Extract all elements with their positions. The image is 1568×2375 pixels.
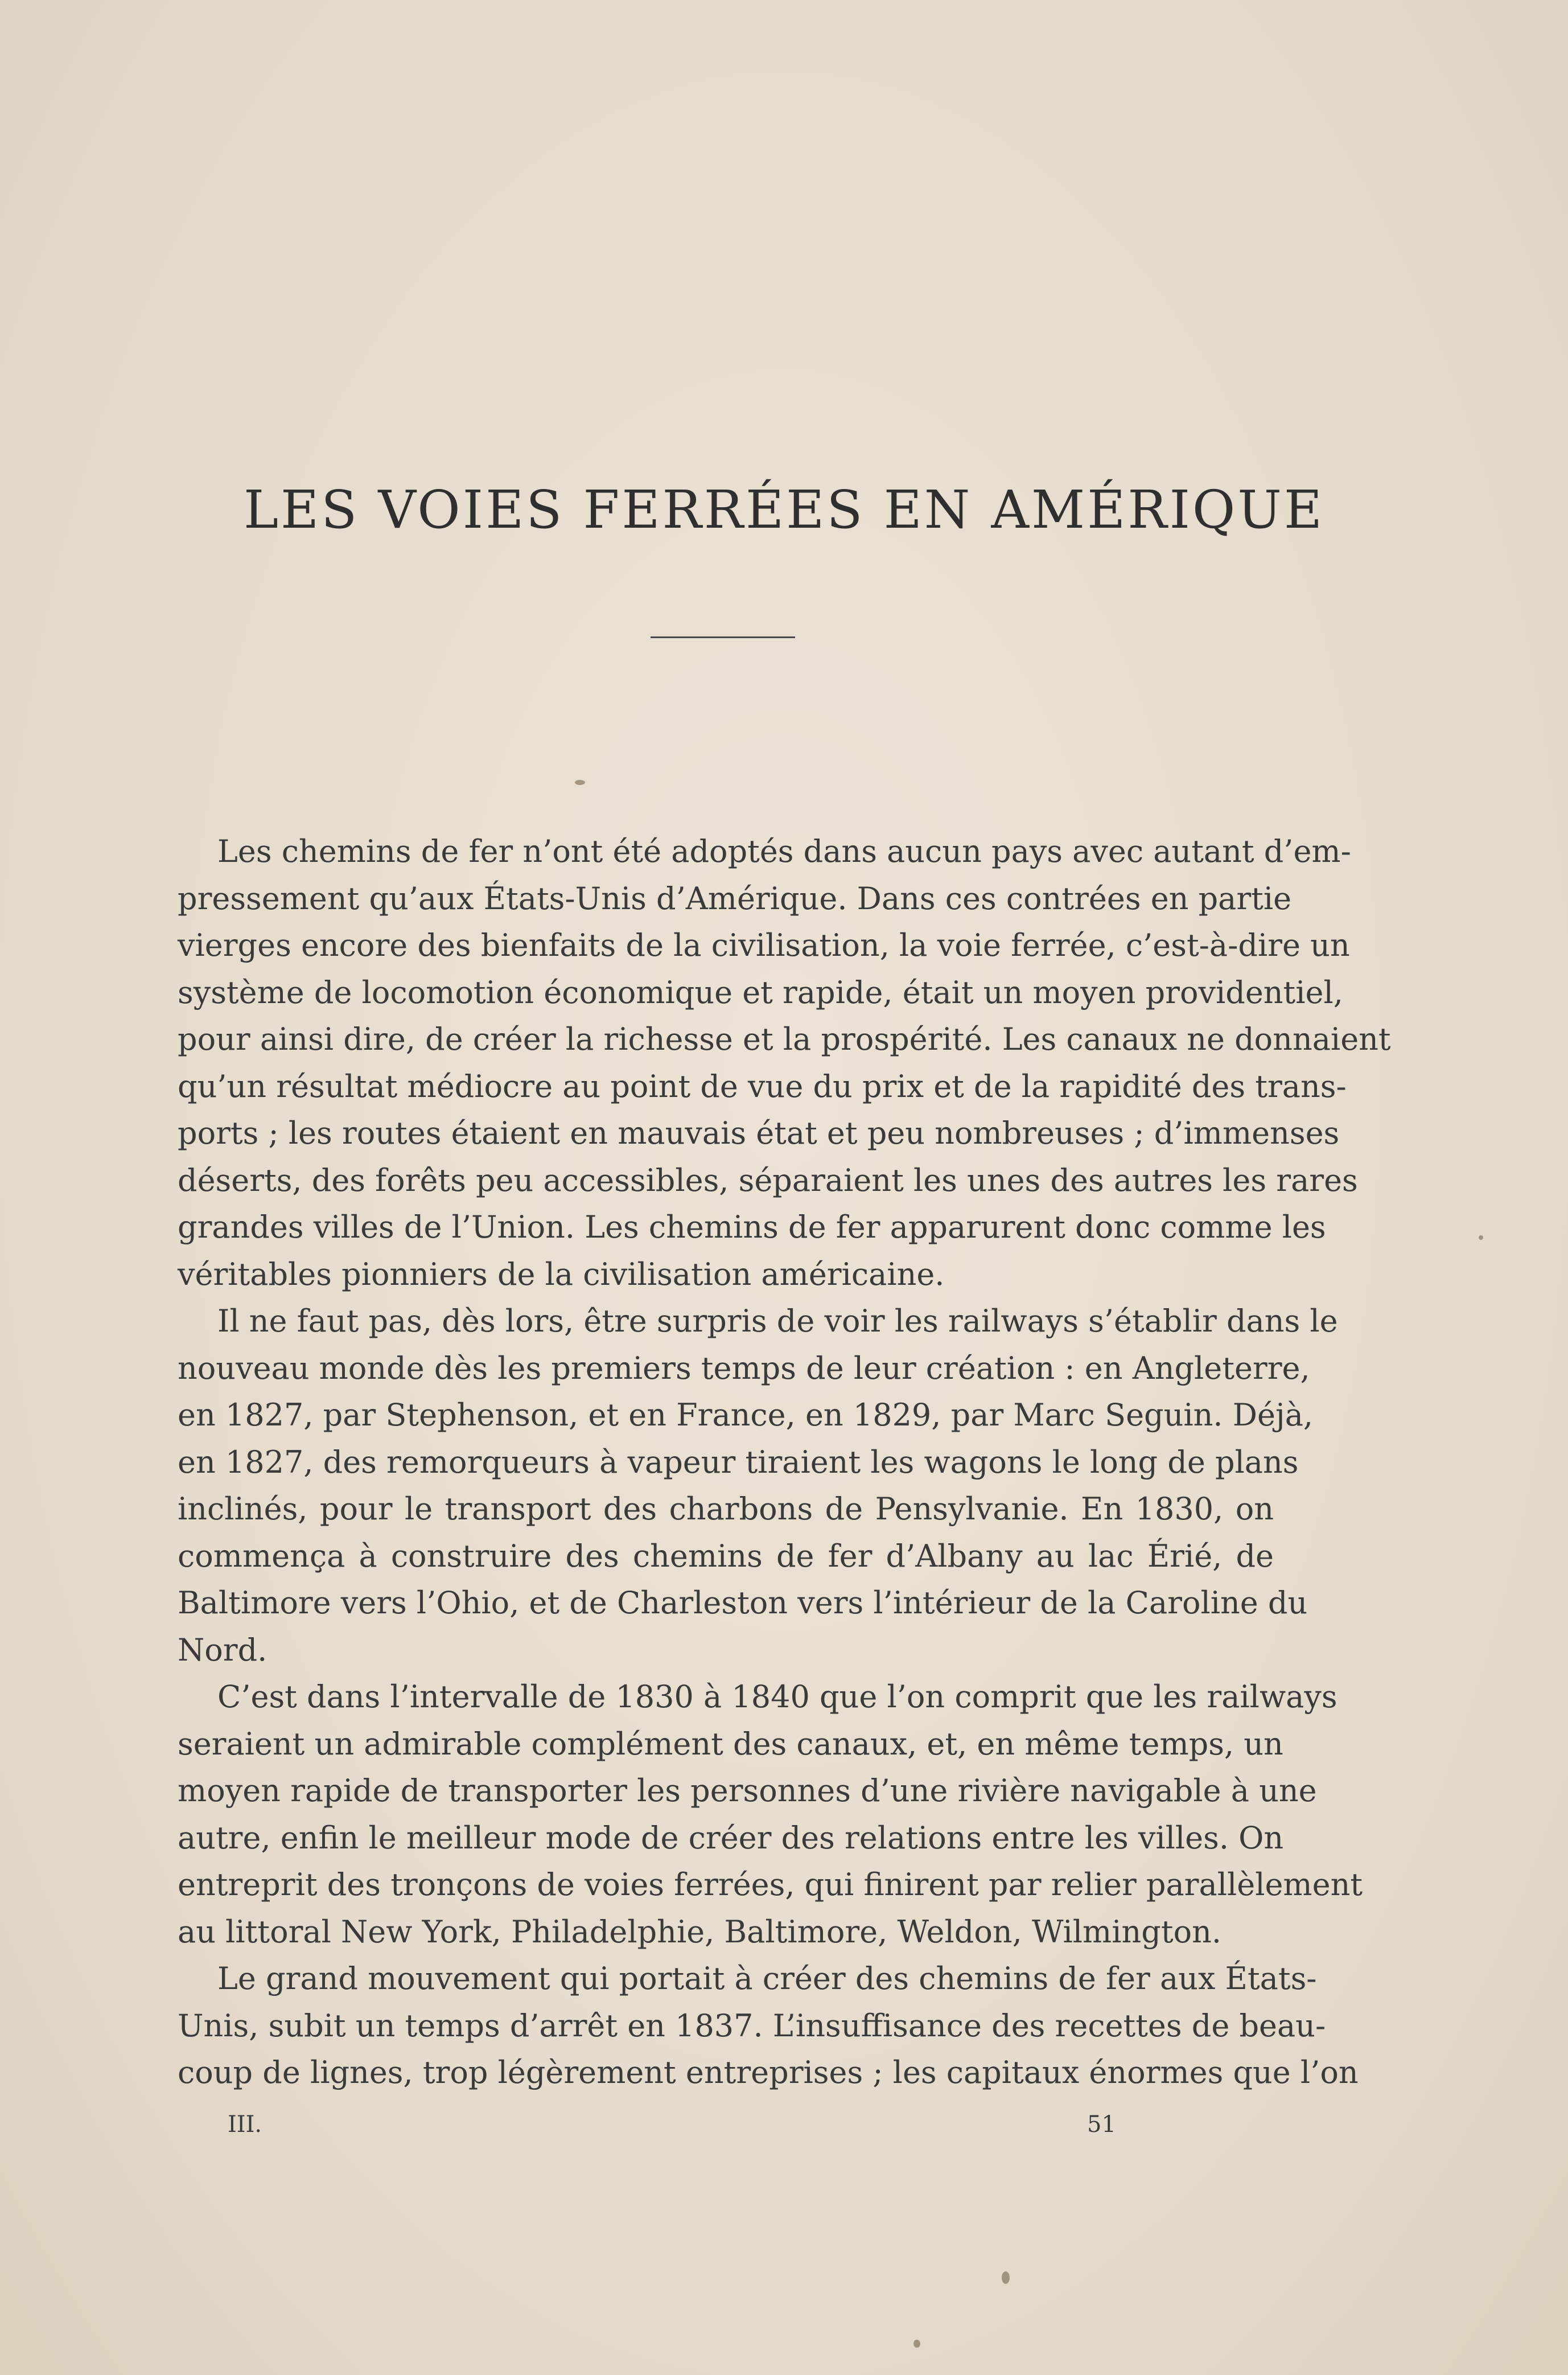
text-line: Les chemins de fer n’ont été adoptés dans aucun pays avec autant d’em- (217, 833, 1351, 869)
text-line: pressement qu’aux États-Unis d’Amérique. Dans ces contrées en partie (178, 880, 1292, 917)
page-title: LES VOIES FERRÉES EN AMÉRIQUE (243, 479, 1325, 540)
text-line: moyen rapide de transporter les personnes d’une rivière navigable à une (178, 1773, 1317, 1809)
text-line: inclinés, pour le transport des charbons de Pensylvanie. En 1830, on (178, 1491, 1274, 1527)
body-text (178, 828, 1391, 2097)
text-line: autre, enfin le meilleur mode de créer des relations entre les villes. On (178, 1819, 1284, 1856)
paragraph-4 (178, 1955, 1359, 2097)
paper-speck (575, 780, 585, 785)
paragraph-2 (178, 1298, 1338, 1674)
text-line: pour ainsi dire, de créer la richesse et la prospérité. Les canaux ne donnaient (178, 1021, 1391, 1057)
paper-speck (1479, 1235, 1483, 1240)
text-line: C’est dans l’intervalle de 1830 à 1840 que l’on comprit que les railways (217, 1679, 1337, 1715)
page-number: 51 (1087, 2111, 1116, 2138)
text-line: commença à construire des chemins de fer d’Albany au lac Érié, de (178, 1538, 1274, 1574)
paragraph-3 (178, 1674, 1363, 1955)
text-line: système de locomotion économique et rapide, était un moyen providentiel, (178, 974, 1343, 1010)
text-line: Baltimore vers l’Ohio, et de Charleston vers l’intérieur de la Caroline du (178, 1585, 1308, 1621)
text-line: grandes villes de l’Union. Les chemins de fer apparurent donc comme les (178, 1209, 1326, 1245)
text-line: en 1827, des remorqueurs à vapeur tiraient les wagons le long de plans (178, 1444, 1299, 1480)
title-divider (651, 636, 795, 638)
text-line: au littoral New York, Philadelphie, Baltimore, Weldon, Wilmington. (178, 1913, 1222, 1950)
text-line: entreprit des tronçons de voies ferrées, qui finirent par relier parallèlement (178, 1867, 1363, 1903)
text-line: en 1827, par Stephenson, et en France, en 1829, par Marc Seguin. Déjà, (178, 1397, 1314, 1433)
text-line: vierges encore des bienfaits de la civilisation, la voie ferrée, c’est-à-dire un (178, 927, 1350, 963)
signature-mark: III. (228, 2111, 262, 2138)
text-line: véritables pionniers de la civilisation américaine. (178, 1256, 945, 1292)
paragraph-1 (178, 828, 1391, 1298)
text-line: ports ; les routes étaient en mauvais état et peu nombreuses ; d’immenses (178, 1115, 1340, 1151)
paper-speck (1002, 2271, 1010, 2284)
text-line: déserts, des forêts peu accessibles, séparaient les unes des autres les rares (178, 1162, 1358, 1198)
text-line: qu’un résultat médiocre au point de vue du prix et de la rapidité des trans- (178, 1068, 1347, 1104)
text-line: coup de lignes, trop légèrement entreprises ; les capitaux énormes que l’on (178, 2055, 1359, 2090)
text-line: nouveau monde dès les premiers temps de leur création : en Angleterre, (178, 1350, 1310, 1386)
text-line: Il ne faut pas, dès lors, être surpris de voir les railways s’établir dans le (217, 1303, 1338, 1339)
text-line: seraient un admirable complément des canaux, et, en même temps, un (178, 1725, 1283, 1762)
text-line: Nord. (178, 1632, 267, 1668)
paper-speck (913, 2340, 920, 2348)
text-line: Le grand mouvement qui portait à créer des chemins de fer aux États- (217, 1961, 1317, 1996)
text-line: Unis, subit un temps d’arrêt en 1837. L’insuffisance des recettes de beau- (178, 2007, 1326, 2044)
